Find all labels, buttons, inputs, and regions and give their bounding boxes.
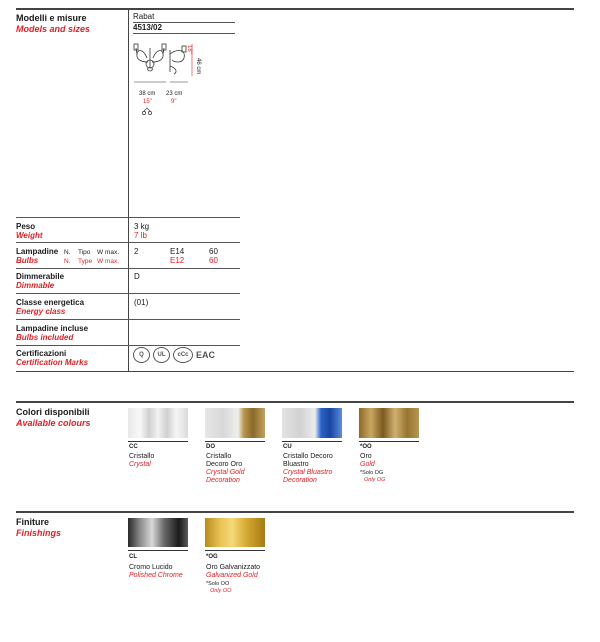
bulbs-type-en: E12: [170, 256, 185, 265]
dimmable-rule: [16, 293, 240, 294]
dimmable-label-en: Dimmable: [16, 281, 55, 290]
colour-note-oo: *Solo OG: [360, 470, 384, 476]
colour-code-cu: CU: [283, 444, 292, 450]
colour-name-en-do: Crystal Gold Decoration: [206, 469, 245, 484]
weight-value: 3 kg: [134, 222, 150, 231]
swatch-rule-cu: [282, 441, 342, 442]
width-in: 15": [143, 99, 152, 105]
width-cm: 38 cm: [139, 91, 156, 97]
height-cm: 46 cm: [195, 58, 201, 75]
colours-label: Colori disponibili: [16, 407, 90, 417]
bulbs-col-type: Tipo: [78, 249, 91, 256]
colour-note-en-oo: Only OG: [364, 477, 386, 483]
colour-name-oo: Oro: [360, 453, 372, 460]
finish-note-og: *Solo OO: [206, 581, 230, 587]
colour-code-do: DO: [206, 444, 215, 450]
eac-mark-icon: EAC: [196, 350, 216, 360]
included-label-en: Bulbs included: [16, 333, 74, 342]
swatch-rule-do: [205, 441, 265, 442]
colour-swatch-oo[interactable]: [359, 408, 419, 438]
colours-label-en: Available colours: [16, 418, 91, 428]
finishings-top-rule: [16, 511, 574, 513]
colour-code-oo: *OO: [360, 444, 372, 450]
swatch-rule-oo: [359, 441, 419, 442]
bulbs-w: 60: [209, 247, 218, 256]
colour-swatch-do[interactable]: [205, 408, 265, 438]
bulbs-col-w: W max.: [97, 249, 120, 256]
finish-swatch-cl[interactable]: [128, 518, 188, 547]
weight-label-en: Weight: [16, 231, 43, 240]
finish-code-og: *OG: [206, 554, 218, 560]
bulbs-w-en: 60: [209, 256, 218, 265]
depth-in: 9": [171, 99, 177, 105]
swatch-rule-cl: [128, 550, 188, 551]
colour-name-cc: Cristallo: [129, 453, 155, 460]
bulbs-label: Lampadine: [16, 247, 59, 256]
energy-rule: [16, 319, 240, 320]
colours-top-rule: [16, 401, 574, 403]
models-label: Modelli e misure: [16, 13, 87, 23]
product-name: Rabat: [133, 12, 155, 21]
energy-label: Classe energetica: [16, 298, 85, 307]
bulbs-rule: [16, 268, 240, 269]
bulbs-col-n-en: N.: [64, 258, 71, 265]
finish-swatch-og[interactable]: [205, 518, 265, 547]
colour-name-en-cc: Crystal: [129, 461, 151, 468]
column-divider: [128, 9, 129, 372]
weight-label: Peso: [16, 222, 36, 231]
bulbs-n: 2: [134, 247, 139, 256]
colour-code-cc: CC: [129, 444, 138, 450]
finish-code-cl: CL: [129, 554, 137, 560]
weight-value-en: 7 lb: [134, 231, 147, 240]
specs-top-rule: [16, 217, 240, 218]
weight-rule: [16, 242, 240, 243]
swatch-rule-cc: [128, 441, 188, 442]
models-label-en: Models and sizes: [16, 24, 91, 34]
ul-mark-icon: UL: [153, 347, 170, 363]
product-drawing: [130, 38, 210, 123]
cul-mark-icon: cCc: [173, 347, 193, 363]
finishings-label: Finiture: [16, 517, 49, 527]
product-code-rule: [133, 33, 235, 34]
energy-value: (01): [134, 298, 149, 307]
height-in: 18": [186, 45, 192, 54]
colour-swatch-cu[interactable]: [282, 408, 342, 438]
colour-name-cu: Cristallo Decoro Bluastro: [283, 453, 333, 468]
finish-name-og: Oro Galvanizzato: [206, 564, 261, 571]
cert-label: Certificazioni: [16, 349, 67, 358]
colour-swatch-cc[interactable]: [128, 408, 188, 438]
swatch-rule-og: [205, 550, 265, 551]
finish-name-en-og: Galvanized Gold: [206, 572, 258, 579]
colour-name-do: Cristallo Decoro Oro: [206, 453, 243, 468]
bulbs-type: E14: [170, 247, 185, 256]
top-rule: [16, 8, 574, 10]
finishings-label-en: Finishings: [16, 528, 61, 538]
finish-name-cl: Cromo Lucido: [129, 564, 173, 571]
bulbs-label-en: Bulbs: [16, 256, 39, 265]
colour-name-en-cu: Crystal Bluastro Decoration: [283, 469, 333, 484]
ce-mark-icon: Q: [133, 347, 150, 363]
energy-label-en: Energy class: [16, 307, 66, 316]
bulbs-col-type-en: Type: [78, 258, 93, 265]
included-label: Lampadine incluse: [16, 324, 89, 333]
colour-name-en-oo: Gold: [360, 461, 375, 468]
depth-cm: 23 cm: [166, 91, 183, 97]
finish-note-en-og: Only OO: [210, 588, 232, 594]
dimmable-value: D: [134, 272, 140, 281]
product-code: 4513/02: [133, 23, 162, 32]
bulbs-col-w-en: W max.: [97, 258, 120, 265]
included-rule: [16, 345, 240, 346]
cert-label-en: Certification Marks: [16, 358, 89, 367]
finish-name-en-cl: Polished Chrome: [129, 572, 183, 579]
section-rule-1: [16, 371, 574, 372]
dimmable-label: Dimmerabile: [16, 272, 65, 281]
bulbs-col-n: N.: [64, 249, 71, 256]
